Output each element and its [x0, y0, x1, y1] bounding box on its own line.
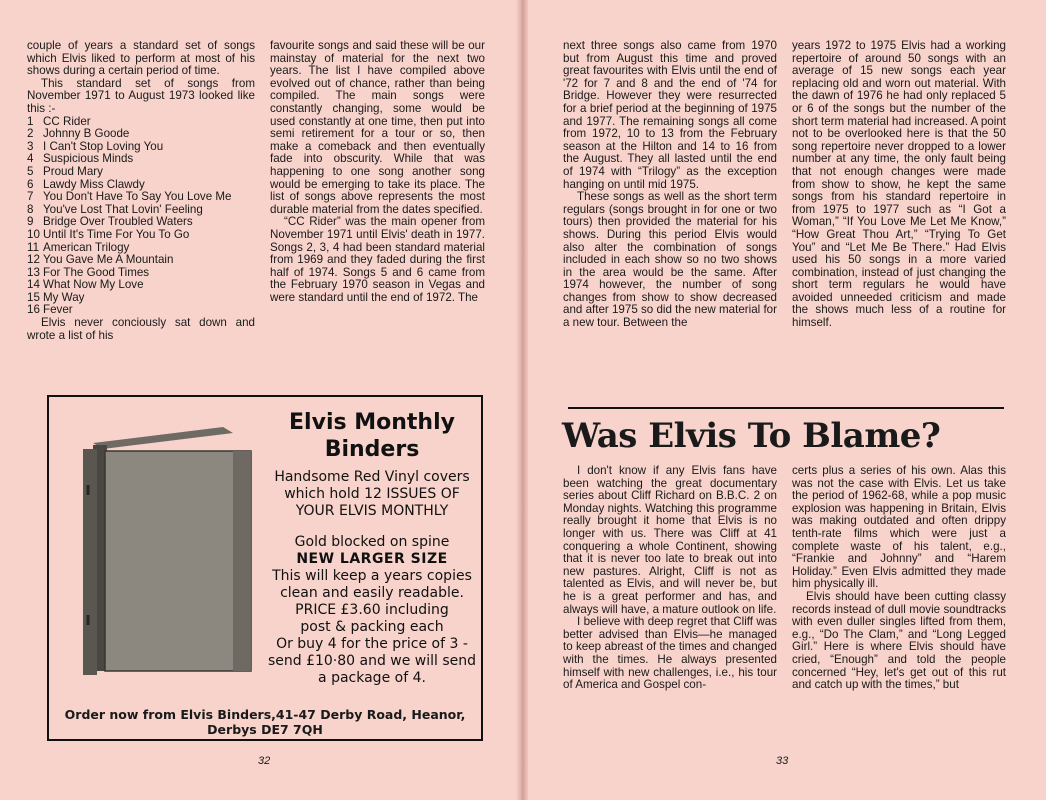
- song-list-item: [27, 254, 255, 267]
- song-number: 8: [27, 202, 34, 216]
- paragraph: This standard set of songs from November 1971 to August 1973 looked like this :-: [27, 76, 255, 115]
- song-title: Until It's Time For You To Go: [43, 227, 190, 241]
- paragraph: These songs as well as the short term regulars (songs brought in for one or two tours) then provided the material for his shows. During this period Elvis would also alter the combination of songs included in each show so no two shows in the area would be the same. After 1974 however, the number of song changes from show to show decreased and after 1975 so did the new material for a new tour. Between the: [563, 190, 777, 330]
- song-number: 5: [27, 164, 34, 178]
- page-number: 33: [776, 755, 789, 767]
- ad-line: a package of 4.: [318, 670, 426, 686]
- song-number: 14: [27, 278, 40, 292]
- song-number: 12: [27, 253, 40, 267]
- song-title: Fever: [43, 303, 73, 317]
- ad-title: Elvis Monthly: [289, 410, 455, 435]
- ad-line: Or buy 4 for the price of 3 -: [276, 636, 468, 652]
- song-title: Proud Mary: [43, 164, 103, 178]
- ad-line: Handsome Red Vinyl covers: [274, 469, 470, 485]
- song-number: 16: [27, 303, 40, 317]
- article-column-1: [563, 465, 777, 692]
- song-number: 13: [27, 265, 40, 279]
- song-number: 3: [27, 139, 34, 153]
- song-number: 1: [27, 114, 34, 128]
- right-column-2: [792, 40, 1006, 330]
- song-number: 10: [27, 227, 40, 241]
- ad-copy: [267, 409, 477, 687]
- page-number: 32: [258, 755, 271, 767]
- ad-line: PRICE £3.60 including: [295, 602, 449, 618]
- paragraph: “CC Rider” was the main opener from November 1971 until Elvis' death in 1977. Songs 2, 3, 4 had been standard material from 1969 and they faded during the first half of 1974. Songs 5 and 6 came from the February 1970 season in Vegas and were standard until the end of 1972. The: [270, 215, 485, 304]
- article-column-2: [792, 465, 1006, 692]
- left-column-1: [27, 40, 255, 342]
- song-title: Johnny B Goode: [43, 127, 130, 141]
- song-number: 7: [27, 190, 34, 204]
- song-list-item: [27, 279, 255, 292]
- paragraph: favourite songs and said these will be our mainstay of material for the next two years. The list I have compiled above evolved out of chance, rather than being compiled. The main songs were constantly changing, some would be used constantly at one time, then put into semi retirement for a tour or so, then make a comeback and then eventually fade into obscurity. While that was happening to one song another song would be emerging to take its place. The list of songs above represents the most durable material from the dates specified.: [270, 39, 485, 216]
- paragraph: couple of years a standard set of songs which Elvis liked to perform at most of his shows during a certain period of time.: [27, 39, 255, 78]
- song-number: 4: [27, 152, 34, 166]
- song-title: Bridge Over Troubled Waters: [43, 215, 193, 229]
- left-page: [0, 0, 518, 800]
- divider-rule: [568, 407, 1004, 409]
- binders-advertisement: [47, 395, 483, 741]
- paragraph: Elvis never conciously sat down and wrote a list of his: [27, 316, 255, 342]
- ad-line: YOUR ELVIS MONTHLY: [295, 503, 449, 519]
- paragraph: I believe with deep regret that Cliff was better advised than Elvis—he managed to keep abreast of the times and changed with the times. He always presented himself with new challenges, i.e., his tour of America and Gospel con-: [563, 615, 777, 692]
- song-number: 6: [27, 177, 34, 191]
- ad-line: Gold blocked on spine: [294, 534, 450, 550]
- paragraph: years 1972 to 1975 Elvis had a working repertoire of around 50 songs with an average of 15 new songs each year replacing old and worn out material. With the dawn of 1976 he had only replaced 5 or 6 of the songs but the number of the short term material had increased. A point not to be overlooked here is that the 50 song repertoire never dropped to a lower number at any time, the only fault being that not enough changes were made from show to show, he kept the same songs from his standard repertoire in from 1975 to 1977 such as “I Got a Woman,” “If You Love Me Let Me Know,” “How Great Thou Art,” “Trying To Get You” and “Let Me Be There.” Had Elvis used his 50 songs in a more varied combination, instead of just changing the short term regulars he would have avoided unneeded criticism and made the shows much less of a routine for himself.: [792, 39, 1006, 330]
- song-list-item: [27, 229, 255, 242]
- song-title: Suspicious Minds: [43, 152, 134, 166]
- ad-order-address: Order now from Elvis Binders,41-47 Derby Road, Heanor, Derbys DE7 7QH: [64, 707, 466, 737]
- song-number: 9: [27, 215, 34, 229]
- song-number: 2: [27, 127, 34, 141]
- ad-highlight: NEW LARGER SIZE: [296, 551, 448, 567]
- ad-line: This will keep a years copies: [272, 568, 472, 584]
- song-list: [27, 116, 255, 318]
- song-title: American Trilogy: [43, 240, 130, 254]
- ad-line: post & packing each: [300, 619, 444, 635]
- ad-line: send £10·80 and we will send: [267, 653, 477, 669]
- paragraph: Elvis should have been cutting classy records instead of dull movie soundtracks with even duller singles lifted from them, e.g., “Do The Clam,” and “Long Legged Girl.” Here is where Elvis should have cried, “Enough” and told the people concerned “Hey, let's get out of this rut and catch up with the times,” but: [792, 589, 1006, 692]
- song-list-item: [27, 166, 255, 179]
- article-headline: Was Elvis To Blame?: [562, 416, 941, 456]
- song-title: I Can't Stop Loving You: [43, 139, 164, 153]
- song-title: My Way: [43, 290, 85, 304]
- binder-image: [83, 425, 259, 677]
- ad-line: which hold 12 ISSUES OF: [284, 486, 460, 502]
- left-column-2: [270, 40, 485, 304]
- paragraph: certs plus a series of his own. Alas this was not the case with Elvis. Let us take the period of 1962-68, while a pop music explosion was happening in Britain, Elvis was making outdated and often drippy tenth-rate films which were just a complete waste of his talent, e.g., “Frankie and Johnny” and “Harem Holiday.” Even Elvis admitted they made him physically ill.: [792, 464, 1006, 591]
- song-title: For The Good Times: [43, 265, 150, 279]
- ad-line: clean and easily readable.: [280, 585, 464, 601]
- song-number: 11: [27, 240, 40, 254]
- song-list-item: [27, 191, 255, 204]
- song-title: What Now My Love: [43, 278, 144, 292]
- ad-title: Binders: [324, 437, 420, 462]
- paragraph: I don't know if any Elvis fans have been watching the great documentary series about Cliff Richard on B.B.C. 2 on Monday nights. Watching this programme really brought it home that Elvis is no longer with us. There was Cliff at 41 conquering a whole Continent, showing that it is never too late to break out into new pastures. Alright, Cliff is not as talented as Elvis, and will never be, but he is a great performer and has, and always will have, a mature outlook on life.: [563, 464, 777, 616]
- paragraph: next three songs also came from 1970 but from August this time and proved great favourites with Elvis until the end of '72 for 7 and 8 and the end of '74 for Bridge. However they were resurrected for a brief period at the beginning of 1975 and 1977. The remaining songs all come from 1972, 10 to 13 from the February season at the Hilton and 14 to 16 from the August. They all lasted until the end of 1974 with “Trilogy” as the exception hanging on until mid 1975.: [563, 39, 777, 191]
- song-title: You've Lost That Lovin' Feeling: [43, 202, 203, 216]
- song-title: You Don't Have To Say You Love Me: [43, 190, 232, 204]
- right-column-1: [563, 40, 777, 330]
- song-number: 15: [27, 290, 40, 304]
- song-list-item: [27, 128, 255, 141]
- song-title: CC Rider: [43, 114, 91, 128]
- song-title: You Gave Me A Mountain: [43, 253, 174, 267]
- song-title: Lawdy Miss Clawdy: [43, 177, 145, 191]
